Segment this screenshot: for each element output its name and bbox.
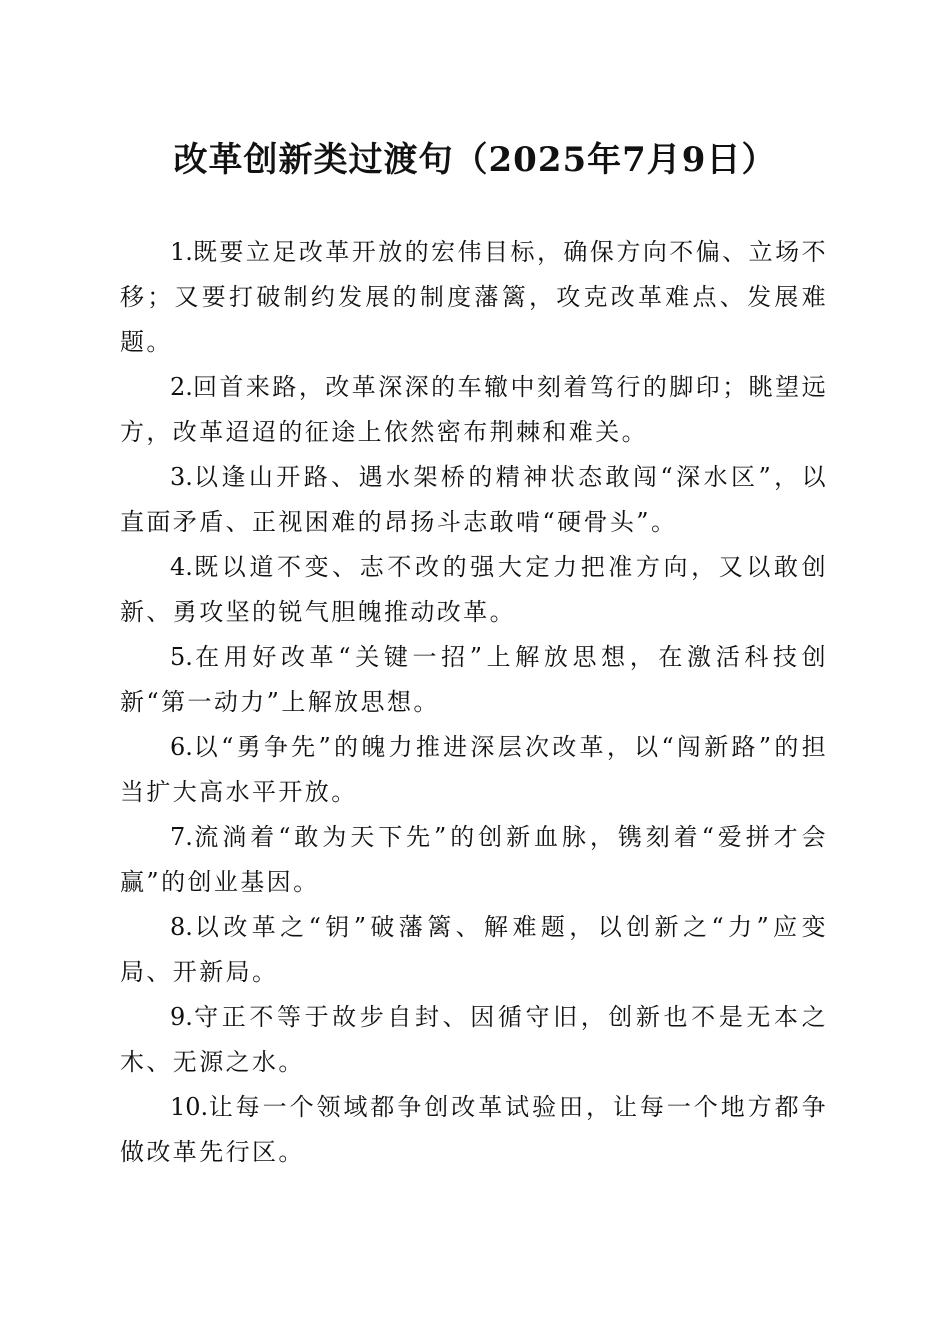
- item-text: 让每一个领域都争创改革试验田，让每一个地方都争做改革先行区。: [120, 1093, 828, 1166]
- list-item: [120, 995, 828, 1085]
- list-item: [120, 230, 828, 365]
- item-text: 流淌着“敢为天下先”的创新血脉，镌刻着“爱拼才会赢”的创业基因。: [120, 823, 828, 896]
- page-title: 改革创新类过渡句（2025年7月9日）: [173, 140, 777, 180]
- list-item: [120, 905, 828, 995]
- list-item: [120, 365, 828, 455]
- item-text: 既以道不变、志不改的强大定力把准方向，又以敢创新、勇攻坚的锐气胆魄推动改革。: [120, 553, 828, 626]
- item-number: 10.: [170, 1093, 209, 1121]
- item-text: 以“勇争先”的魄力推进深层次改革，以“闯新路”的担当扩大高水平开放。: [120, 733, 828, 806]
- item-text: 守正不等于故步自封、因循守旧，创新也不是无本之木、无源之水。: [120, 1003, 828, 1076]
- item-number: 9.: [170, 1003, 193, 1031]
- item-text: 既要立足改革开放的宏伟目标，确保方向不偏、立场不移；又要打破制约发展的制度藩篱，攻克改革难点、发展难题。: [120, 238, 828, 356]
- item-number: 6.: [170, 733, 193, 761]
- item-number: 5.: [170, 643, 193, 671]
- item-number: 4.: [170, 553, 193, 581]
- list-item: [120, 815, 828, 905]
- item-number: 2.: [170, 373, 193, 401]
- item-number: 8.: [170, 913, 193, 941]
- item-text: 回首来路，改革深深的车辙中刻着笃行的脚印；眺望远方，改革迢迢的征途上依然密布荆棘和难关。: [120, 373, 828, 446]
- list-item: [120, 455, 828, 545]
- item-number: 7.: [170, 823, 193, 851]
- item-text: 以逢山开路、遇水架桥的精神状态敢闯“深水区”，以直面矛盾、正视困难的昂扬斗志敢啃“硬骨头”。: [120, 463, 828, 536]
- sentence-list: [120, 230, 828, 1175]
- list-item: [120, 725, 828, 815]
- item-number: 1.: [170, 238, 193, 266]
- item-text: 在用好改革“关键一招”上解放思想，在激活科技创新“第一动力”上解放思想。: [120, 643, 828, 716]
- item-number: 3.: [170, 463, 193, 491]
- list-item: [120, 635, 828, 725]
- item-text: 以改革之“钥”破藩篱、解难题，以创新之“力”应变局、开新局。: [120, 913, 828, 986]
- list-item: [120, 1085, 828, 1175]
- list-item: [120, 545, 828, 635]
